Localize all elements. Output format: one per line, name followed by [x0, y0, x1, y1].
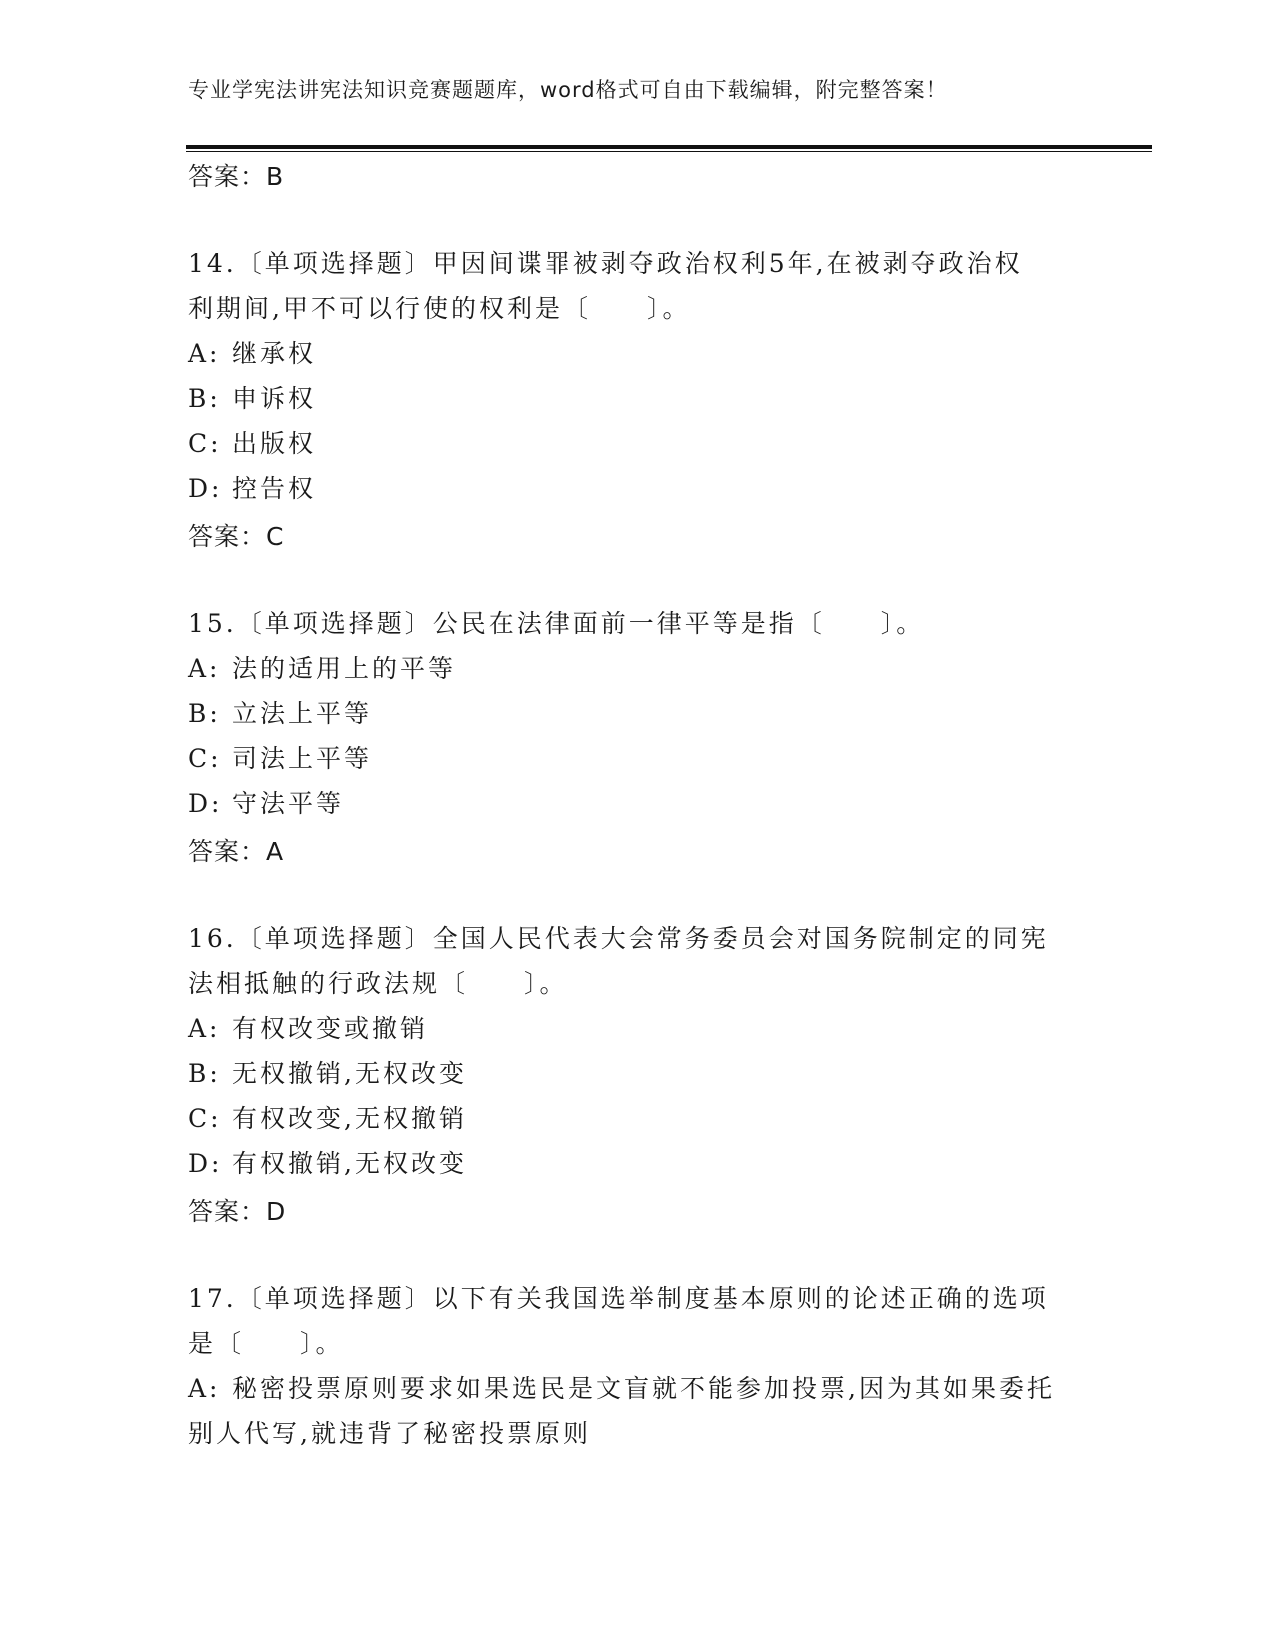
option-a: A: 法的适用上的平等 [188, 654, 457, 683]
question-stem: 14.〔单项选择题〕甲因间谍罪被剥夺政治权利5年,在被剥夺政治权 利期间,甲不可以行使的权利是〔 〕。 [188, 249, 1023, 323]
question-stem: 17.〔单项选择题〕以下有关我国选举制度基本原则的论述正确的选项 是〔 〕。 [188, 1284, 1049, 1358]
page-header: 专业学宪法讲宪法知识竞赛题题库，word格式可自由下载编辑，附完整答案！ [188, 78, 948, 102]
question-stem: 15.〔单项选择题〕公民在法律面前一律平等是指〔 〕。 [188, 609, 925, 638]
question-list [188, 155, 1088, 1456]
header-rule-thin [186, 151, 1152, 152]
question-16 [188, 916, 1088, 1230]
option-c: C: 有权改变,无权撤销 [188, 1104, 467, 1133]
question-17 [188, 1276, 1088, 1456]
option-a: A: 秘密投票原则要求如果选民是文盲就不能参加投票,因为其如果委托别人代写,就违背了秘密投票原则 [188, 1374, 1055, 1448]
header-rule-thick [186, 145, 1152, 149]
question-14 [188, 241, 1088, 555]
option-a: A: 继承权 [188, 339, 317, 368]
question-stem: 16.〔单项选择题〕全国人民代表大会常务委员会对国务院制定的同宪 法相抵触的行政法规〔 〕。 [188, 924, 1049, 998]
answer-line: 答案：C [188, 522, 285, 551]
question-15 [188, 601, 1088, 870]
option-d: D: 控告权 [188, 474, 317, 503]
option-b: B: 无权撤销,无权改变 [188, 1059, 467, 1088]
option-c: C: 司法上平等 [188, 744, 373, 773]
answer-line: 答案：A [188, 837, 285, 866]
option-a: A: 有权改变或撤销 [188, 1014, 429, 1043]
option-d: D: 有权撤销,无权改变 [188, 1149, 467, 1178]
answer-line: 答案：D [188, 1197, 287, 1226]
previous-answer: 答案：B [188, 162, 285, 191]
option-b: B: 申诉权 [188, 384, 317, 413]
option-d: D: 守法平等 [188, 789, 345, 818]
option-c: C: 出版权 [188, 429, 317, 458]
option-b: B: 立法上平等 [188, 699, 373, 728]
